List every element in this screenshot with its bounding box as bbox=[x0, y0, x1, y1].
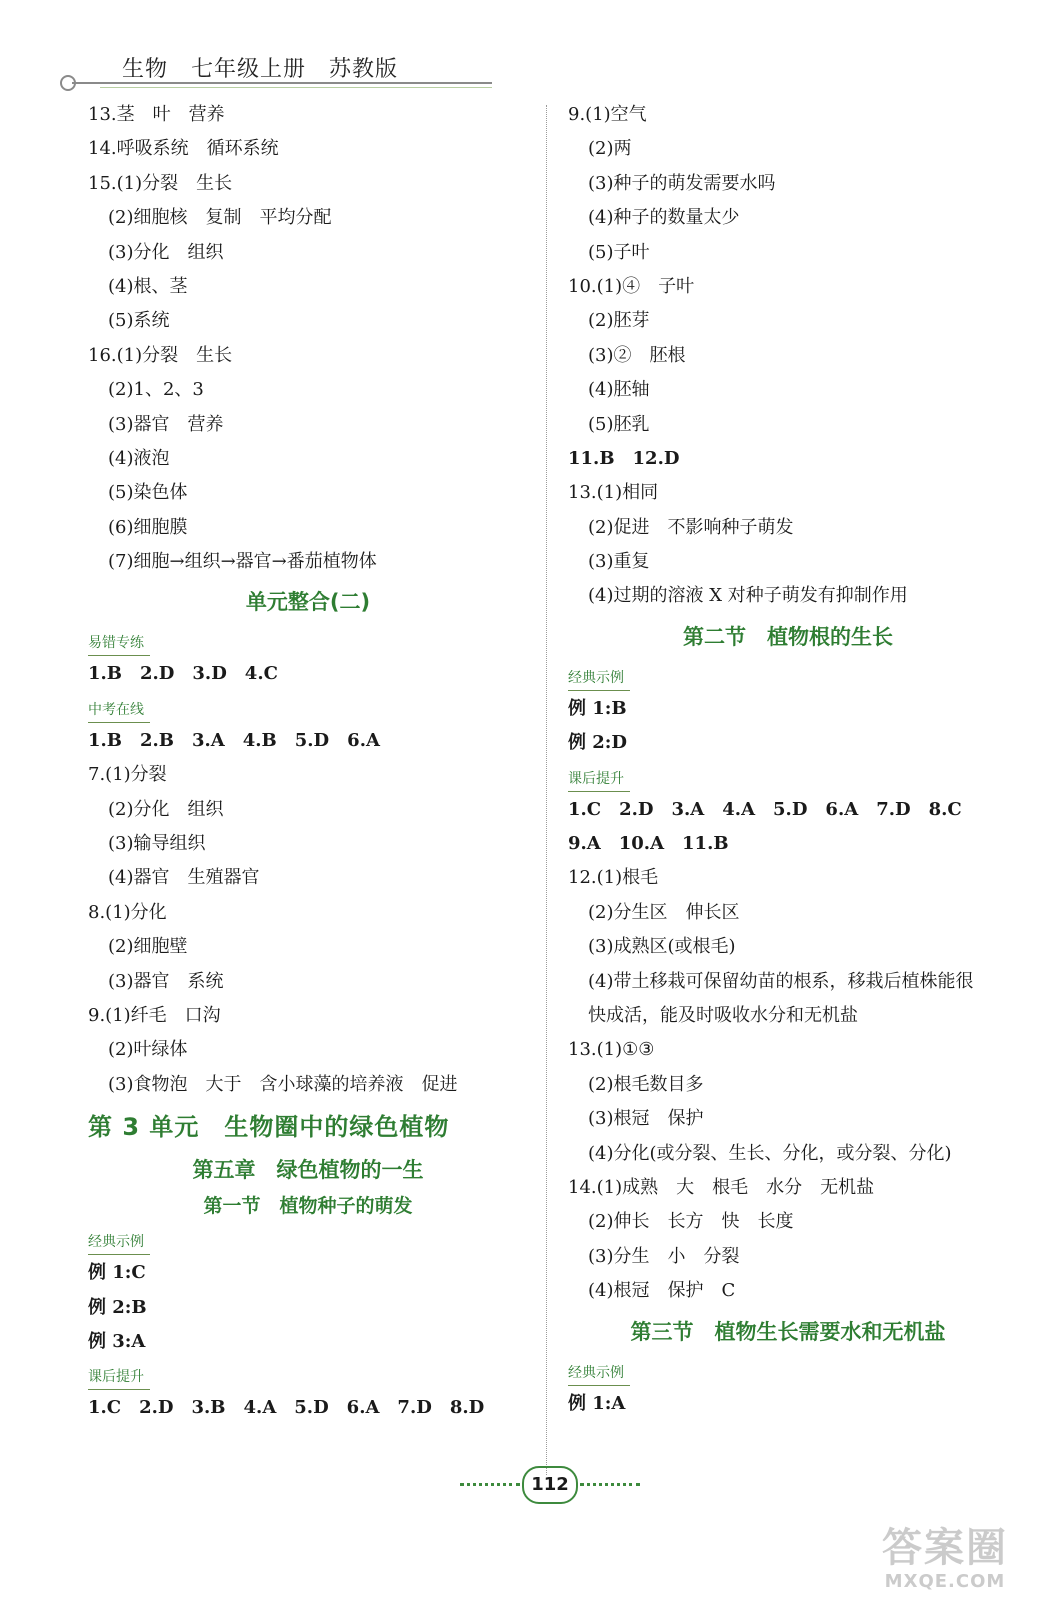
answer-line: 13.(1)①③ bbox=[568, 1039, 655, 1061]
header-rule bbox=[72, 82, 492, 84]
section-label-row bbox=[568, 761, 1008, 793]
answer-line: 1.B 2.D 3.D 4.C bbox=[88, 663, 278, 685]
answer-line: (3)分生 小 分裂 bbox=[588, 1245, 740, 1267]
answer-line: (5)胚乳 bbox=[588, 413, 650, 435]
answer-line: (3)器官 营养 bbox=[108, 413, 224, 435]
answer-line: (3)② 胚根 bbox=[588, 344, 686, 366]
right-answer-column bbox=[568, 98, 1008, 1421]
answer-line: 例 2:B bbox=[88, 1296, 147, 1318]
answer-line: (3)输导组织 bbox=[108, 833, 206, 855]
answer-line: 例 3:A bbox=[88, 1330, 146, 1352]
section-label-row bbox=[88, 1224, 528, 1256]
answer-line: (2)促进 不影响种子萌发 bbox=[588, 516, 794, 538]
answer-line: 1.C 2.D 3.A 4.A 5.D 6.A 7.D 8.C bbox=[568, 798, 962, 820]
answer-line: (4)胚轴 bbox=[588, 379, 650, 401]
answer-line: (3)种子的萌发需要水吗 bbox=[588, 172, 776, 194]
answer-line: (4)过期的溶液 X 对种子萌发有抑制作用 bbox=[588, 585, 908, 607]
answer-line: 8.(1)分化 bbox=[88, 901, 167, 923]
section-label-row bbox=[568, 1355, 1008, 1387]
answer-line: (2)胚芽 bbox=[588, 310, 650, 332]
answer-line: (4)液泡 bbox=[108, 447, 170, 469]
answer-line: (3)食物泡 大于 含小球藻的培养液 促进 bbox=[108, 1073, 458, 1095]
answer-line: (5)染色体 bbox=[108, 482, 188, 504]
answer-line: (2)根毛数目多 bbox=[588, 1073, 704, 1095]
answer-line: (2)分生区 伸长区 bbox=[588, 901, 740, 923]
answer-line: (4)根冠 保护 C bbox=[588, 1280, 736, 1302]
answer-line: 14.(1)成熟 大 根毛 水分 无机盐 bbox=[568, 1176, 875, 1198]
section-label: 经典示例 bbox=[88, 1230, 150, 1255]
section-label-row bbox=[568, 660, 1008, 692]
answer-line: (4)种子的数量太少 bbox=[588, 207, 740, 229]
answer-line: 例 1:C bbox=[88, 1262, 146, 1284]
answer-line: 9.A 10.A 11.B bbox=[568, 833, 729, 855]
section-label-row bbox=[88, 692, 528, 724]
answer-line: 9.(1)空气 bbox=[568, 104, 647, 125]
answer-line: (2)细胞壁 bbox=[108, 936, 188, 958]
answer-line: (6)细胞膜 bbox=[108, 516, 188, 538]
answer-line: (3)成熟区(或根毛) bbox=[588, 936, 736, 958]
answer-line: (2)叶绿体 bbox=[108, 1039, 188, 1061]
page-number-badge bbox=[460, 1466, 640, 1502]
answer-line: 11.B 12.D bbox=[568, 447, 680, 469]
watermark-logo-text: 答案圈 bbox=[882, 1525, 1008, 1571]
answer-line: 13.茎 叶 营养 bbox=[88, 104, 225, 125]
answer-line: (5)系统 bbox=[108, 310, 170, 332]
answer-line: (2)两 bbox=[588, 138, 632, 160]
answer-line: 9.(1)纤毛 口沟 bbox=[88, 1004, 221, 1026]
section-heading: 第 3 单元 生物圈中的绿色植物 bbox=[88, 1113, 450, 1142]
running-header bbox=[60, 48, 500, 96]
section-label: 课后提升 bbox=[568, 767, 630, 792]
answer-line: 14.呼吸系统 循环系统 bbox=[88, 138, 279, 160]
answer-line: 12.(1)根毛 bbox=[568, 867, 659, 889]
watermark bbox=[860, 1525, 1030, 1592]
answer-line: (3)重复 bbox=[588, 551, 650, 573]
section-heading: 第一节 植物种子的萌发 bbox=[203, 1195, 413, 1218]
answer-line: (2)细胞核 复制 平均分配 bbox=[108, 207, 332, 229]
page-number-dots-right bbox=[580, 1483, 640, 1486]
answer-line: (3)器官 系统 bbox=[108, 970, 224, 992]
page-number: 112 bbox=[522, 1466, 578, 1504]
section-heading: 单元整合(二) bbox=[245, 590, 371, 615]
section-heading: 第五章 绿色植物的一生 bbox=[192, 1158, 424, 1183]
left-answer-column bbox=[88, 98, 528, 1426]
answer-line: (4)根、茎 bbox=[108, 275, 188, 297]
answer-line: (2)1、2、3 bbox=[108, 379, 204, 401]
answer-line: 10.(1)④ 子叶 bbox=[568, 275, 695, 297]
answer-line: (4)器官 生殖器官 bbox=[108, 867, 260, 889]
answer-line: (3)根冠 保护 bbox=[588, 1108, 704, 1130]
answer-line: (2)分化 组织 bbox=[108, 798, 224, 820]
column-divider bbox=[546, 105, 547, 1475]
answer-line: 例 1:A bbox=[568, 1392, 626, 1414]
watermark-url: MXQE.COM bbox=[884, 1571, 1006, 1592]
section-label: 易错专练 bbox=[88, 631, 150, 656]
answer-line: (4)带土移栽可保留幼苗的根系，移栽后植株能很 bbox=[588, 970, 974, 992]
answer-line: (2)伸长 长方 快 长度 bbox=[588, 1211, 794, 1233]
section-label: 经典示例 bbox=[568, 1361, 630, 1386]
answer-line: 16.(1)分裂 生长 bbox=[88, 344, 233, 366]
answer-line: 7.(1)分裂 bbox=[88, 764, 167, 786]
answer-line: (4)分化(或分裂、生长、分化，或分裂、分化) bbox=[588, 1142, 952, 1164]
answer-line: 例 1:B bbox=[568, 697, 627, 719]
answer-line: 1.B 2.B 3.A 4.B 5.D 6.A bbox=[88, 729, 380, 751]
header-rule-accent bbox=[100, 87, 492, 88]
section-label-row bbox=[88, 625, 528, 657]
section-heading: 第三节 植物生长需要水和无机盐 bbox=[630, 1319, 946, 1344]
answer-line: 例 2:D bbox=[568, 732, 628, 754]
section-heading: 第二节 植物根的生长 bbox=[683, 624, 893, 649]
section-label: 中考在线 bbox=[88, 698, 150, 723]
answer-line: (7)细胞→组织→器官→番茄植物体 bbox=[108, 551, 377, 573]
answer-line: (3)分化 组织 bbox=[108, 241, 224, 263]
answer-line: 13.(1)相同 bbox=[568, 482, 659, 504]
answer-line: 快成活，能及时吸收水分和无机盐 bbox=[588, 1004, 858, 1026]
section-label: 经典示例 bbox=[568, 666, 630, 691]
answer-line: (5)子叶 bbox=[588, 241, 650, 263]
header-title: 生物 七年级上册 苏教版 bbox=[122, 57, 399, 82]
answer-line: 15.(1)分裂 生长 bbox=[88, 172, 233, 194]
section-label-row bbox=[88, 1359, 528, 1391]
page-number-dots-left bbox=[460, 1483, 520, 1486]
section-label: 课后提升 bbox=[88, 1365, 150, 1390]
answer-line: 1.C 2.D 3.B 4.A 5.D 6.A 7.D 8.D bbox=[88, 1397, 485, 1419]
